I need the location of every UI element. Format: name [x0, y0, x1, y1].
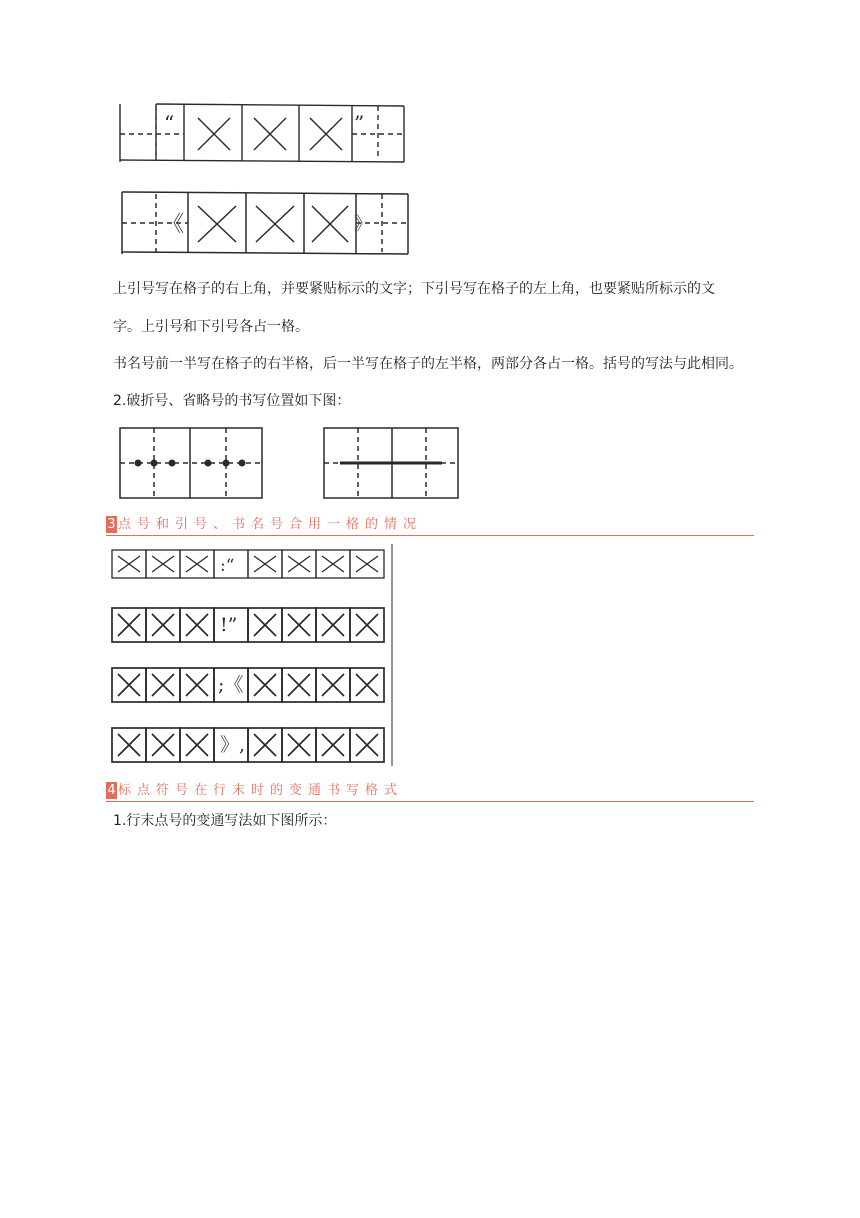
quote-marks-figure	[118, 100, 408, 166]
section4-heading	[106, 781, 754, 802]
cross-mark	[118, 674, 140, 696]
ellipsis-figure	[114, 424, 266, 502]
quote-rule-line1: 上引号写在格子的右上角，并要紧贴标示的文字；下引号写在格子的左上角，也要紧贴所标示的文	[113, 281, 715, 297]
cross-mark	[288, 674, 310, 696]
cross-mark	[356, 556, 378, 572]
cross-mark	[288, 734, 310, 756]
title-marks-figure	[118, 188, 414, 260]
combined-row-1	[112, 550, 384, 578]
cross-mark	[322, 674, 344, 696]
section3-title: 点号和引号、书名号合用一格的情况	[118, 517, 423, 532]
combined-marks-figure	[106, 542, 396, 768]
cross-mark	[186, 734, 208, 756]
open-quote-mark: “	[164, 111, 175, 135]
cross-mark	[322, 614, 344, 636]
section4-intro: 1.行末点号的变通写法如下图所示：	[113, 813, 337, 829]
combined-row-2	[112, 608, 384, 642]
book-title-rule: 书名号前一半写在格子的右半格，后一半写在格子的左半格，两部分各占一格。括号的写法与此相同。	[113, 356, 743, 372]
combined-row-1-marks: :“	[220, 556, 235, 576]
quote-rule-line2: 字。上引号和下引号各占一格。	[113, 319, 309, 335]
combined-row-2-marks: !”	[220, 614, 238, 636]
cross-mark	[288, 614, 310, 636]
cross-mark	[118, 734, 140, 756]
cross-mark	[118, 556, 140, 572]
cross-mark	[356, 674, 378, 696]
cross-mark	[186, 674, 208, 696]
combined-row-4-marks: 》,	[220, 734, 246, 756]
section3-number: 3	[107, 517, 116, 532]
close-title-mark: 》	[354, 214, 372, 235]
section4-title: 标点符号在行末时的变通书写格式	[118, 783, 404, 798]
cross-mark	[186, 556, 208, 572]
cross-mark	[356, 614, 378, 636]
cross-mark	[152, 734, 174, 756]
cross-mark	[254, 734, 276, 756]
cross-mark	[186, 614, 208, 636]
combined-row-4	[112, 728, 384, 762]
cross-mark	[356, 734, 378, 756]
cross-mark	[152, 674, 174, 696]
close-quote-mark: ”	[354, 111, 365, 135]
dash-figure	[318, 424, 462, 502]
combined-row-3	[112, 668, 384, 702]
cross-mark	[152, 614, 174, 636]
cross-mark	[254, 614, 276, 636]
open-title-mark: 《	[162, 212, 185, 237]
cross-mark	[254, 674, 276, 696]
cross-mark	[322, 734, 344, 756]
cross-mark	[322, 556, 344, 572]
dash-ellipsis-intro: 2.破折号、省略号的书写位置如下图：	[113, 393, 351, 409]
cross-mark	[288, 556, 310, 572]
section3-heading	[106, 515, 754, 536]
cross-mark	[118, 614, 140, 636]
section4-number: 4	[107, 783, 116, 798]
cross-mark	[152, 556, 174, 572]
combined-row-3-marks: ;《	[218, 674, 244, 696]
cross-mark	[254, 556, 276, 572]
